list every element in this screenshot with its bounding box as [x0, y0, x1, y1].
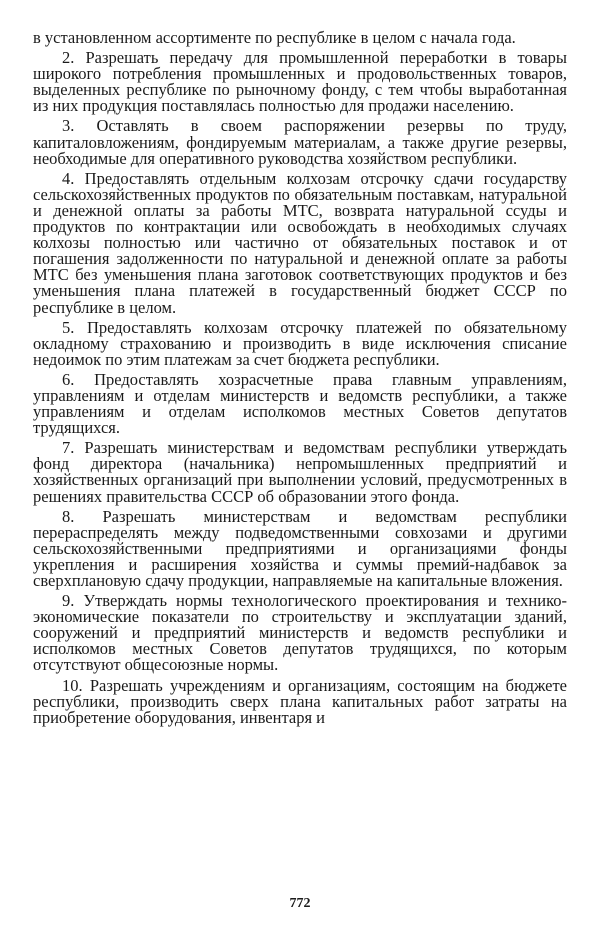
- paragraph-item-3: 3. Оставлять в своем распоряжении резервы по труду, капиталовложениям, фондируемым материалам, а также другие резервы, необходимые для оперативного руководства хозяйством республики.: [33, 116, 567, 168]
- paragraph-item-8: 8. Разрешать министерствам и ведомствам республики перераспределять между подведомственными совхозами и другими сельскохозяйственными предприятиями и организациями фонды укрепления и расширения хозяйства и суммы премий-надбавок за сверхплановую сдачу продукции, направляемые на капитальные вложения.: [33, 506, 567, 590]
- paragraph-continuation: в установленном ассортименте по республике в целом с начала года.: [33, 28, 516, 47]
- paragraph-item-10: 10. Разрешать учреждениям и организациям, состоящим на бюджете республики, производить сверх плана капитальных работ затраты на приобретение оборудования, инвентаря и: [33, 675, 567, 727]
- paragraph-item-4: 4. Предоставлять отдельным колхозам отсрочку сдачи государству сельскохозяйственных продуктов по обязательным поставкам, натуральной и денежной оплаты за работы МТС, возврата натуральной ссуды и продуктов по контрактации или освобождать в необходимых случаях колхозы полностью или частично от обязательных поставок и от погашения задолженности по натуральной и денежной оплате за работы МТС без уменьшения плана заготовок соответствующих продуктов и без уменьшения плана платежей в государственный бюджет СССР по республике в целом.: [33, 168, 567, 317]
- paragraph-item-6: 6. Предоставлять хозрасчетные права главным управлениям, управлениям и отделам министерств и ведомств республики, а также управлениям и отделам исполкомов местных Советов депутатов трудящихся.: [33, 369, 567, 438]
- paragraph-item-7: 7. Разрешать министерствам и ведомствам республики утверждать фонд директора (начальника) непромышленных предприятий и хозяйственных организаций при выполнении условий, предусмотренных в решениях правительства СССР об образовании этого фонда.: [33, 438, 567, 506]
- page-body: [33, 30, 567, 730]
- paragraph-item-9: 9. Утверждать нормы технологического проектирования и технико-экономические показатели по строительству и эксплуатации зданий, сооружений и предприятий министерств и ведомств республики и исполкомов местных Советов депутатов трудящихся, по которым отсутствуют общесоюзные нормы.: [33, 591, 567, 675]
- paragraph-item-2: 2. Разрешать передачу для промышленной переработки в товары широкого потребления промышленных и продовольственных товаров, выделенных республике по рыночному фонду, с тем чтобы выработанная из них продукция поставлялась полностью для продажи населению.: [33, 48, 567, 116]
- paragraph-item-5: 5. Предоставлять колхозам отсрочку платежей по обязательному окладному страхованию и производить в виде исключения списание недоимок по этим платежам за счет бюджета республики.: [33, 317, 567, 369]
- page-number: 772: [289, 896, 311, 911]
